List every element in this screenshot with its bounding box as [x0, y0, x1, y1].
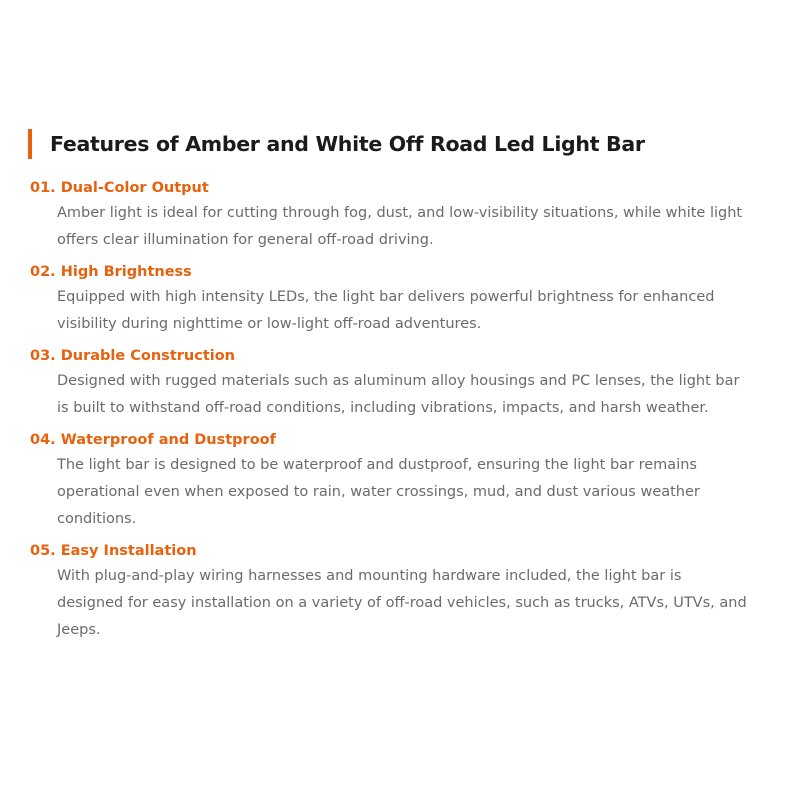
feature-title: 03. Durable Construction [30, 348, 236, 364]
feature-item [30, 260, 750, 338]
heading-accent-bar [28, 129, 32, 159]
feature-description: With plug-and-play wiring harnesses and mounting hardware included, the light bar is designed for easy installation on a variety of off-road vehicles, such as trucks, ATVs, UTVs, and Jeeps. [57, 568, 747, 638]
feature-title: 04. Waterproof and Dustproof [30, 432, 276, 448]
feature-item [30, 539, 750, 644]
feature-list [30, 176, 750, 650]
feature-description: Designed with rugged materials such as aluminum alloy housings and PC lenses, the light bar is built to withstand off-road conditions, including vibrations, impacts, and harsh weather. [57, 373, 740, 416]
section-heading: Features of Amber and White Off Road Led Light Bar [50, 132, 645, 156]
feature-item [30, 428, 750, 533]
section-header [28, 129, 645, 159]
feature-description: The light bar is designed to be waterproof and dustproof, ensuring the light bar remains operational even when exposed to rain, water crossings, mud, and dust various weather conditions. [57, 457, 700, 527]
feature-title: 05. Easy Installation [30, 543, 197, 559]
feature-description: Amber light is ideal for cutting through fog, dust, and low-visibility situations, while white light offers clear illumination for general off-road driving. [57, 205, 743, 248]
feature-description: Equipped with high intensity LEDs, the light bar delivers powerful brightness for enhanced visibility during nighttime or low-light off-road adventures. [57, 289, 715, 332]
feature-item [30, 176, 750, 254]
feature-title: 02. High Brightness [30, 264, 192, 280]
feature-title: 01. Dual-Color Output [30, 180, 209, 196]
feature-item [30, 344, 750, 422]
